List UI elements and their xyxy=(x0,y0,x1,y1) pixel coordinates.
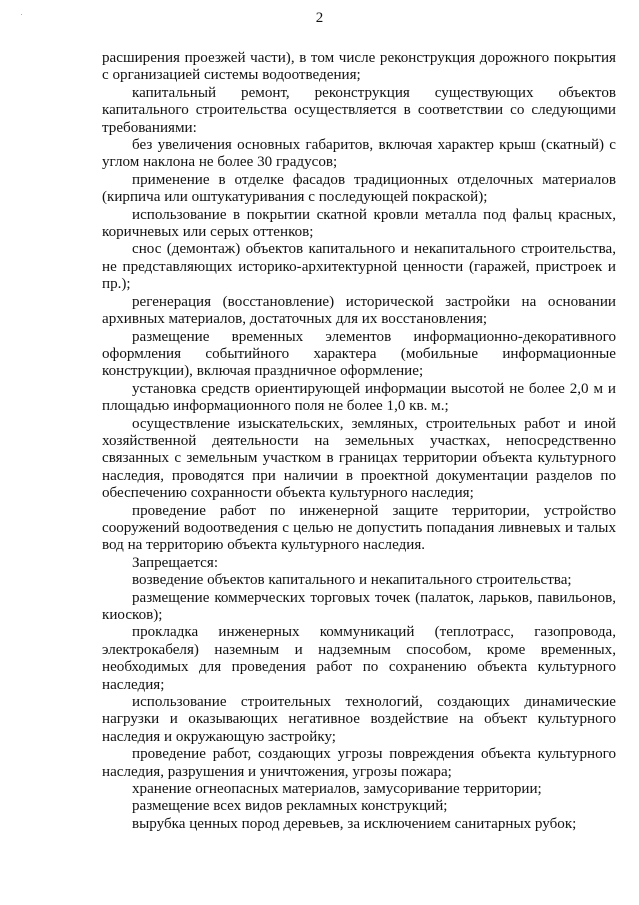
paragraph-demolition: снос (демонтаж) объектов капитального и некапитального строительства, не представляющих историко-архитектурной ценности (гаражей, пристроек и пр.); xyxy=(102,241,616,293)
paragraph-regeneration: регенерация (восстановление) исторической застройки на основании архивных материалов, достаточных для их восстановления; xyxy=(102,293,616,328)
paragraph-utilities-ban: прокладка инженерных коммуникаций (теплотрасс, газопровода, электрокабеля) наземным и надземным способом, кроме временных, необходимых для проведения работ по сохранению объекта культурного наследия; xyxy=(102,624,616,693)
paragraph-roof-metal: использование в покрытии скатной кровли металла под фальц красных, коричневых или серых оттенков; xyxy=(102,206,616,241)
paragraph-prohibited-heading: Запрещается: xyxy=(132,554,219,571)
paragraph-damage-threats-ban: проведение работ, создающих угрозы повреждения объекта культурного наследия, разрушения и уничтожения, угрозы пожара; xyxy=(102,746,616,780)
paragraph-kiosks-ban: размещение коммерческих торговых точек (палаток, ларьков, павильонов, киосков); xyxy=(102,589,616,623)
paragraph-engineering-protection: проведение работ по инженерной защите территории, устройство сооружений водоотведения с целью не допустить попадания ливневых и талых вод на территорию объекта культурного наследия. xyxy=(102,502,616,554)
paragraph-facade-materials: применение в отделке фасадов традиционных отделочных материалов (кирпича или оштукатуривания с последующей покраской); xyxy=(102,171,616,206)
page-number: 2 xyxy=(315,10,324,26)
paragraph-orientation-signs: установка средств ориентирующей информации высотой не более 2,0 м и площадью информационного поля не более 1,0 кв. м.; xyxy=(102,380,616,415)
paragraph-temporary-decor: размещение временных элементов информационно-декоративного оформления событийного характера (мобильные информационные конструкции), включая праздничное оформление; xyxy=(102,328,616,380)
paragraph-tree-felling-ban: вырубка ценных пород деревьев, за исключением санитарных рубок; xyxy=(132,815,577,832)
paragraph-dynamic-loads-ban: использование строительных технологий, создающих динамические нагрузки и оказывающих негативное воздействие на объект культурного наследия и окружающую застройку; xyxy=(102,694,616,745)
paragraph-dimensions: без увеличения основных габаритов, включая характер крыш (скатный) с углом наклона не более 30 градусов; xyxy=(102,137,616,171)
paragraph-earthworks: осуществление изыскательских, земляных, строительных работ и иной хозяйственной деятельности на земельных участках, непосредственно связанных с земельным участком в границах территории объекта культурного наследия, проводятся при наличии в проектной документации разделов по обеспечению сохранности объекта культурного наследия; xyxy=(102,415,616,502)
paragraph-capital-repair: капитальный ремонт, реконструкция существующих объектов капитального строительства осуществляется в соответствии со следующими требованиями: xyxy=(102,84,616,136)
paragraph-flammables-ban: хранение огнеопасных материалов, замусоривание территории; xyxy=(132,781,542,798)
paragraph-road-reconstruction: расширения проезжей части), в том числе реконструкция дорожного покрытия с организацией системы водоотведения; xyxy=(102,50,616,84)
paragraph-advertising-ban: размещение всех видов рекламных конструкций; xyxy=(132,798,448,815)
paragraph-construction-ban: возведение объектов капитального и некапитального строительства; xyxy=(132,572,572,589)
document-body xyxy=(102,50,616,833)
